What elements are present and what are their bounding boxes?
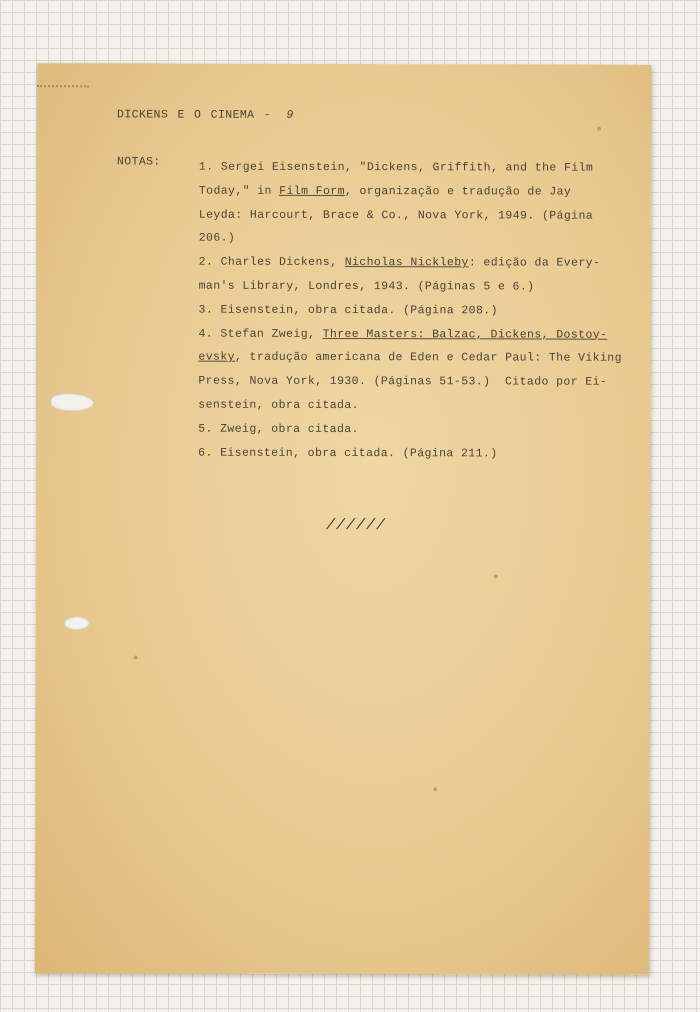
end-mark: //////	[325, 516, 387, 535]
stain-spot	[494, 574, 498, 578]
note-line	[199, 156, 639, 181]
note-item	[198, 417, 638, 442]
note-line	[198, 322, 638, 347]
note-text: 5. Zweig, obra citada.	[198, 422, 359, 436]
punch-hole-bottom	[64, 616, 90, 630]
note-item	[198, 322, 638, 418]
note-line	[198, 417, 638, 442]
note-text: Leyda: Harcourt, Brace & Co., Nova York, 1949. (Página	[198, 208, 594, 223]
note-line	[199, 179, 639, 204]
note-text: 4. Stefan Zweig,	[198, 327, 323, 341]
page-number: 9	[286, 108, 294, 122]
notes-list	[198, 156, 639, 467]
note-item	[199, 251, 639, 300]
note-item	[199, 298, 639, 323]
note-line	[199, 251, 639, 276]
note-line	[198, 441, 638, 466]
note-line	[199, 275, 639, 300]
note-text: : edição da Every-	[468, 256, 601, 270]
note-text: senstein, obra citada.	[198, 398, 359, 413]
notes-label: NOTAS:	[116, 155, 161, 169]
note-line	[199, 227, 639, 252]
note-text: Today," in	[198, 184, 280, 198]
stain-spot	[597, 127, 601, 131]
header-title: DICKENS E O CINEMA	[117, 108, 255, 122]
note-text: 6. Eisenstein, obra citada. (Página 211.)	[198, 446, 498, 460]
note-text: , organização e tradução de Jay	[344, 184, 572, 199]
note-text: Press, Nova York, 1930. (Páginas 51-53.) Citado por Ei-	[198, 374, 608, 389]
underlined-title: evsky	[198, 350, 235, 365]
stain-spot	[433, 787, 437, 791]
torn-corner	[37, 85, 89, 99]
underlined-title: Film Form	[279, 184, 345, 198]
note-line	[198, 394, 638, 419]
underlined-title: Nicholas Nickleby	[344, 256, 469, 270]
note-text: , tradução americana de Eden e Cedar Paul: The Viking	[234, 351, 622, 366]
note-text: man's Library, Londres, 1943. (Páginas 5 e 6.)	[198, 279, 535, 294]
note-text: 3. Eisenstein, obra citada. (Página 208.)	[198, 303, 498, 318]
stain-spot	[134, 655, 138, 659]
note-text: 2. Charles Dickens,	[198, 255, 345, 270]
note-item	[199, 156, 639, 252]
note-item	[198, 441, 638, 466]
underlined-title: Three Masters: Balzac, Dickens, Dostoy-	[322, 327, 608, 342]
note-line	[198, 370, 638, 395]
typewritten-page	[35, 63, 651, 975]
note-line	[199, 298, 639, 323]
note-line	[198, 346, 638, 371]
note-text: 206.)	[198, 232, 236, 246]
note-text: 1. Sergei Eisenstein, "Dickens, Griffith, and the Film	[198, 160, 594, 175]
note-line	[199, 203, 639, 228]
page-header	[117, 108, 294, 121]
header-dash: -	[263, 108, 272, 122]
punch-hole-top	[50, 393, 94, 411]
